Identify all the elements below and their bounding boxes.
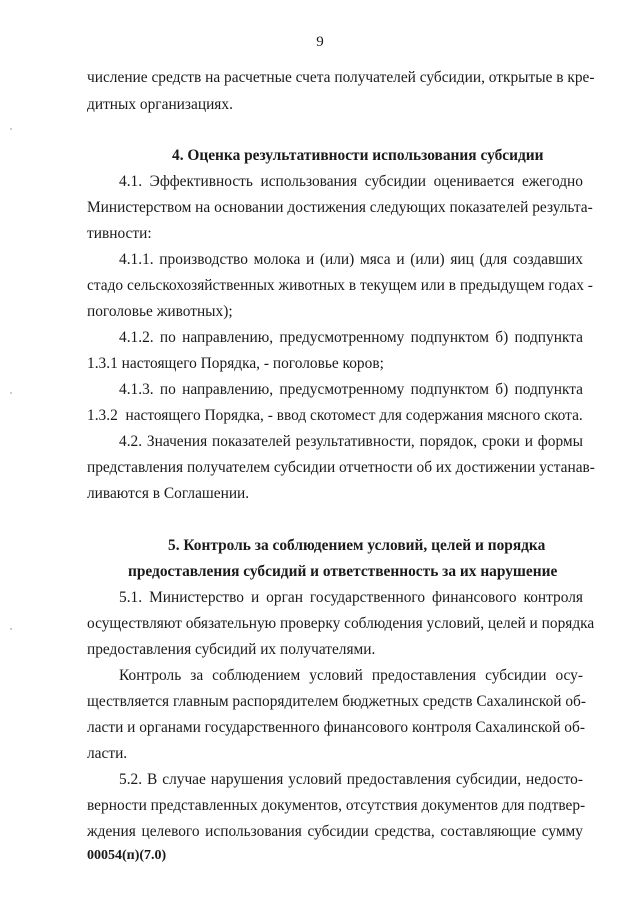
- paragraph-line: ливаются в Соглашении.: [87, 485, 250, 502]
- text-line: дитных организациях.: [87, 96, 233, 113]
- paragraph-line: Контроль за соблюдением условий предоставления субсидии осу-: [119, 667, 583, 684]
- paragraph-line: 5.1. Министерство и орган государственного финансового контроля: [119, 589, 583, 606]
- paragraph-line: ждения целевого использования субсидии средства, составляющие сумму: [87, 823, 583, 840]
- paragraph-line: верности представленных документов, отсутствия документов для подтвер-: [87, 797, 586, 814]
- document-footer-code: 00054(п)(7.0): [87, 848, 167, 863]
- paragraph-line: ласти.: [87, 745, 128, 762]
- section-heading-5-line1: 5. Контроль за соблюдением условий, целей и порядка: [168, 537, 546, 554]
- paragraph-line: стадо сельскохозяйственных животных в текущем или в предыдущем годах -: [87, 277, 593, 294]
- paragraph-line: 4.1.1. производство молока и (или) мяса и (или) яиц (для создавших: [119, 251, 583, 268]
- paragraph-line: поголовье животных);: [87, 303, 233, 320]
- paragraph-line: осуществляют обязательную проверку соблюдения условий, целей и порядка: [87, 615, 595, 632]
- page-number: 9: [316, 34, 324, 50]
- paragraph-line: 4.2. Значения показателей результативности, порядок, сроки и формы: [119, 433, 583, 450]
- text-line: числение средств на расчетные счета получателей субсидии, открытые в кре-: [87, 69, 595, 86]
- scan-mark: [10, 628, 12, 630]
- section-heading-5-line2: предоставления субсидий и ответственность за их нарушение: [128, 563, 558, 580]
- section-heading-4: 4. Оценка результативности использования субсидии: [172, 147, 544, 164]
- scan-mark: [10, 392, 12, 394]
- paragraph-line: 4.1. Эффективность использования субсидии оценивается ежегодно: [119, 173, 583, 190]
- scan-mark: [10, 128, 12, 130]
- paragraph-line: Министерством на основании достижения следующих показателей результа-: [87, 199, 593, 216]
- paragraph-line: 1.3.1 настоящего Порядка, - поголовье коров;: [87, 355, 384, 372]
- paragraph-line: предоставления субсидий их получателями.: [87, 641, 376, 658]
- paragraph-line: 5.2. В случае нарушения условий предоставления субсидии, недосто-: [119, 771, 583, 788]
- paragraph-line: 1.3.2 настоящего Порядка, - ввод скотомест для содержания мясного скота.: [87, 407, 583, 424]
- paragraph-line: тивности:: [87, 225, 152, 242]
- paragraph-line: ласти и органами государственного финансового контроля Сахалинской об-: [87, 719, 585, 736]
- paragraph-line: ществляется главным распорядителем бюджетных средств Сахалинской об-: [87, 693, 587, 710]
- paragraph-line: 4.1.3. по направлению, предусмотренному подпунктом б) подпункта: [119, 381, 583, 398]
- paragraph-line: представления получателем субсидии отчетности об их достижении устанав-: [87, 459, 595, 476]
- paragraph-line: 4.1.2. по направлению, предусмотренному подпунктом б) подпункта: [119, 329, 583, 346]
